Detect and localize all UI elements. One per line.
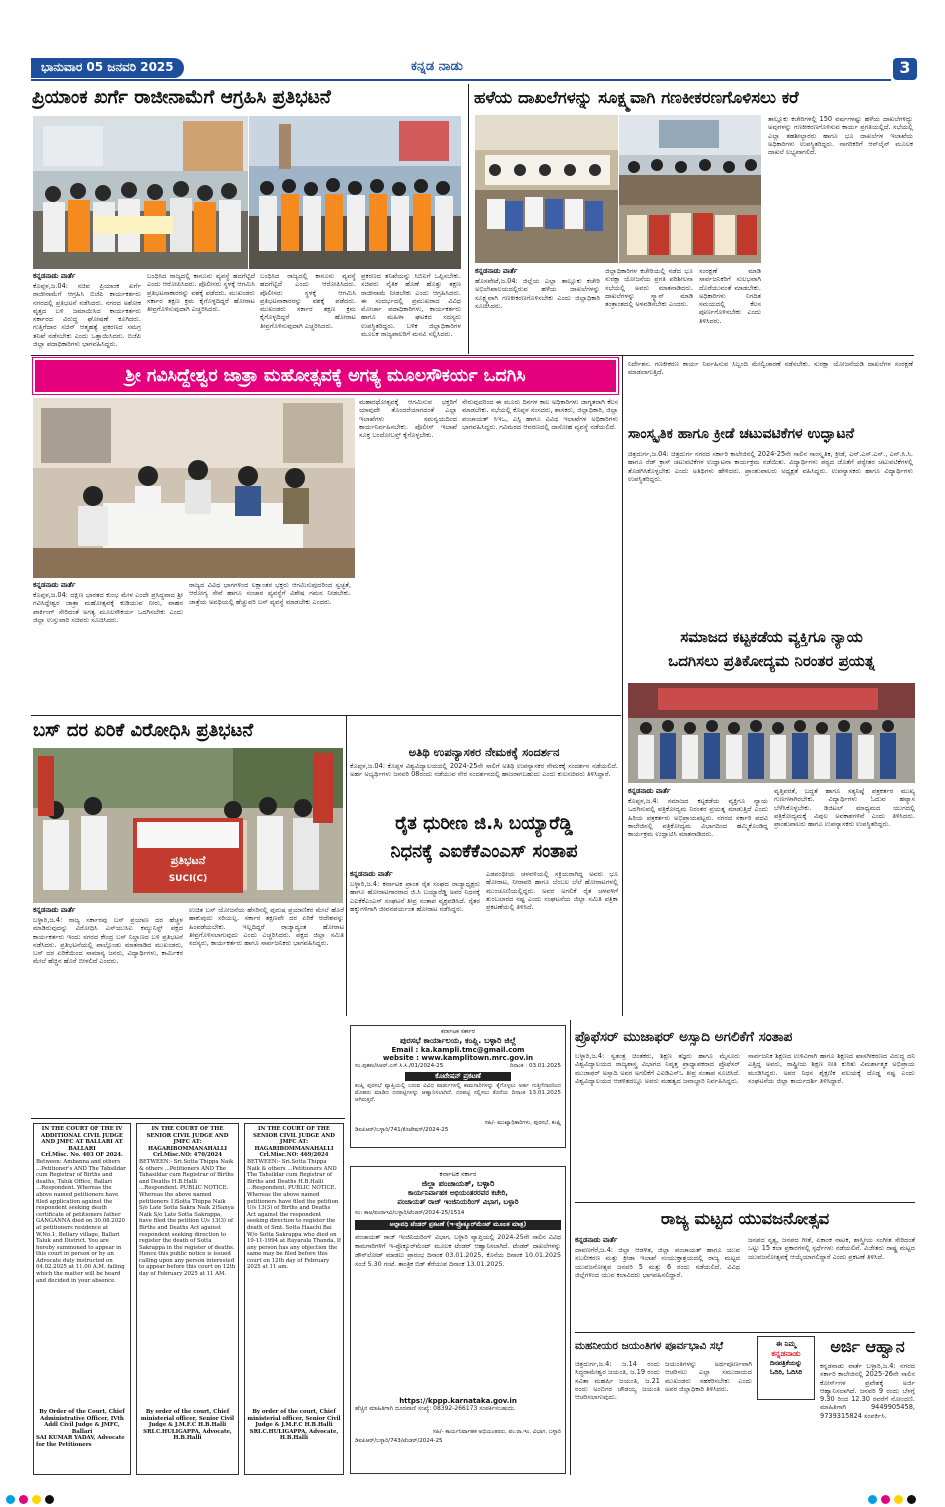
tender-kampli-office: ಪುರಸಭೆ ಕಾರ್ಯಾಲಯ, ಕಂಪ್ಲಿ. ಬಳ್ಳಾರಿ ಜಿಲ್ಲೆ bbox=[399, 1036, 517, 1045]
a11-text-col1: ಚಿತ್ರದುರ್ಗ,ಜ.4: ಜ.14 ರಂದು ಸಿದ್ಧರಾಮೇಶ್ವರ ಜಯಂತಿ, ಜ.19 ರಂದು ಸವಿತಾ ಮಹರ್ಷಿ ಜಯಂತಿ, ಜ.21 ರಂದು ಅಂಬಿಗರ ಚೌಡಯ್ಯ ಜಯಂತಿ ಆಚರಿಸಲಾಗುವುದು. bbox=[575, 1360, 660, 1402]
legal-notice-2-sign: By order of the court, Chief ministerial officer, Senior Civil Judge & J.M.F.C H.B.Halli bbox=[140, 1408, 235, 1429]
legal-notice-3 bbox=[244, 1123, 344, 1475]
tender-kampli-sign: ಸಹಿ/- ಮುಖ್ಯಾಧಿಕಾರಿಗಳು, ಪುರಸಭೆ, ಕಂಪ್ಲಿ bbox=[484, 1120, 561, 1126]
masthead-rule bbox=[31, 79, 891, 81]
tender-kampli-title: ಕೊಟೇಷನ್ ಪ್ರಕಟಣೆ bbox=[405, 1072, 511, 1081]
registration-dots-right bbox=[868, 1489, 920, 1507]
a5-text-col1: ಕೊಪ್ಪಳ,ಜ.4: ಸಮಾಜದ ಕಟ್ಟಕಡೆಯ ವ್ಯಕ್ತಿಗೂ ನ್ಯಾಯ ಒದಗಿಸುವಲ್ಲಿ ಪತ್ರಿಕೋದ್ಯಮ ನಿರಂತರ ಪ್ರಯತ್ನ ಮಾಡುತ್ತಿದೆ ಎಂದು ಹಿರಿಯ ಪತ್ರಕರ್ತರು ಅಭಿಪ್ರಾಯಪಟ್ಟರು. ನಗರದ ಸರ್ಕಾರಿ ಪದವಿ ಕಾಲೇಜಿನಲ್ಲಿ ಪತ್ರಿಕೋದ್ಯಮ ವಿಭಾಗದಿಂದ ಹಮ್ಮಿಕೊಂಡಿದ್ದ ಕಾರ್ಯಕ್ರಮ ಉದ್ಘಾಟಿಸಿ ಮಾತನಾಡಿದರು. bbox=[628, 797, 768, 839]
legal-notice-1-court: IN THE COURT OF THE IV ADDITIONAL CIVIL JUDGE AND JMFC AT BALLARI AT BALLARI bbox=[41, 1126, 123, 1152]
divider-mid bbox=[31, 715, 621, 716]
tender-zp-office3: ಪಂಚಾಯತ್ ರಾಜ್ ಇಂಜಿನಿಯರಿಂಗ್ ವಿಭಾಗ, ಬಳ್ಳಾರಿ bbox=[397, 1198, 519, 1206]
legal-notice-3-body: BETWEEN:- Sri.Sotta Thippa Naik & others ...Petitioners AND The Tahsildar cum Registrar of Births and Deaths H.B.Halli ...Respondent. PUBLIC NOTICE. Whereas the above named petitioners have filed the petition U/s 13(3) of Births and Deaths Act against the respondent seeking direction to register the death of Smt. Sotta Haachi Bai W/o Sotta Sakrappa who died on 19-11-1994 at Rayarala Thanda. If any person has any objection the same may be filed before this court on 12th day of February 2025 at 11 am. bbox=[247, 1158, 341, 1271]
legal-notice-3-court: IN THE COURT OF THE SENIOR CIVIL JUDGE AND JMFC AT: HAGARIBOMMANAHALLI bbox=[253, 1126, 335, 1152]
a12-body: ಕನ್ನಡನಾಡು ವಾರ್ತೆ ಬಳ್ಳಾರಿ,ಜ.4: ನಗರದ ಸರ್ಕಾರಿ ಕಾಲೇಜಿನಲ್ಲಿ 2025-26ನೇ ಸಾಲಿನ ಕೋರ್ಸ್‌ಗಳ ಪ್ರವೇಶಕ್ಕೆ ಅರ್ಜಿ ಆಹ್ವಾನಿಸಲಾಗಿದೆ. ಜನವರಿ 9 ರಂದು ಬೆಳಗ್ಗೆ 9.30 ರಿಂದ 12.30 ರವರೆಗೆ ನೋಂದಣಿ. ಮಾಹಿತಿಗಾಗಿ 9449905458, 9739315824 ಸಂಪರ್ಕಿಸಿ. bbox=[820, 1362, 915, 1420]
a3-text-col1: ಕೊಪ್ಪಳ,ಜ.04: ದಕ್ಷಿಣ ಭಾರತದ ಕುಂಭ ಮೇಳ ಎಂದೇ ಪ್ರಸಿದ್ಧವಾದ ಶ್ರೀ ಗವಿಸಿದ್ದೇಶ್ವರ ಜಾತ್ರಾ ಮಹೋತ್ಸವಕ್ಕೆ ಕುಡಿಯುವ ನೀರು, ವಾಹನ ಪಾರ್ಕಿಂಗ್ ಸೇರಿದಂತೆ ಅಗತ್ಯ ಮೂಲಸೌಕರ್ಯ ಒದಗಿಸಬೇಕು ಎಂದು ಜಿಲ್ಲಾ ಉಸ್ತುವಾರಿ ಸಚಿವರು ಸೂಚಿಸಿದರು. bbox=[33, 591, 183, 624]
legal-notice-1-sign: By Order of the Court, Chief Administrative Officer, IVth Addl Civil Judge & JMFC, Ballari bbox=[39, 1408, 125, 1435]
divider-top bbox=[31, 355, 914, 356]
legal-notice-1-advocate: SAI KUMAR YADAV, Advocate for the Petitioners bbox=[36, 1435, 125, 1448]
tender-kampli-date: ದಿನಾಂಕ : 03.01.2025 bbox=[509, 1063, 561, 1069]
tender-zp-footer: ಡಿಐಪಿಆರ್/ಬಳ್ಳಾರಿ/743/ಟೆಂಡರ್/2024-25 bbox=[355, 1438, 443, 1444]
legal-notice-2-advocate: SRI.C.HULIGAPPA, Advocate, H.B.Halli bbox=[143, 1428, 232, 1442]
tender-zp-ref: ಸಂ: ಕಾಅ/ಪಂರಾಇವಿ/ಬಳ್ಳಾರಿ/ಟೆಂಡರ್/2024-25/1514 bbox=[355, 1210, 465, 1216]
a6-sign-sub: SUCI(C) bbox=[168, 874, 208, 884]
divider-right bbox=[575, 1202, 915, 1203]
column-rule-4 bbox=[570, 1020, 571, 1475]
a8-text-col2: ಎಡಪಂಥೀಯ ಚಳವಳಿಯಲ್ಲಿ ಸಕ್ರಿಯರಾಗಿದ್ದ ಅವರು ಭೂ ಹೋರಾಟ, ನೀರಾವರಿ ಹಾಗೂ ಬೆಂಬಲ ಬೆಲೆ ಹೋರಾಟಗಳಲ್ಲಿ ಮುಂಚೂಣಿಯಲ್ಲಿದ್ದರು. ಅವರ ಅಗಲಿಕೆ ರೈತ ಚಳವಳಿಗೆ ತುಂಬಲಾರದ ನಷ್ಟ ಎಂದು ಸಂಘಟನೆಯ ಜಿಲ್ಲಾ ಸಮಿತಿ ಪತ್ರಿಕಾ ಪ್ರಕಟಣೆಯಲ್ಲಿ ತಿಳಿಸಿದೆ. bbox=[486, 870, 618, 912]
a9-text-col1: ಬಳ್ಳಾರಿ,ಜ.4: ಸ್ವತಂತ್ರ ಚಿಂತಕರು, ಶಿಕ್ಷಣ ತಜ್ಞರು ಹಾಗೂ ಮೈಸೂರು ವಿಶ್ವವಿದ್ಯಾಲಯದ ರಾಜ್ಯಶಾಸ್ತ್ರ ವಿಭಾಗದ ನಿವೃತ್ತ ಪ್ರಾಧ್ಯಾಪಕರಾದ ಪ್ರೊಫೆಸರ್ ಮುಜಾಫರ್ ಅಸ್ಸಾದಿ ಅವರ ಅಗಲಿಕೆಗೆ ಎಐಡಿಎಸ್‌ಒ ತೀವ್ರ ಸಂತಾಪ ಸೂಚಿಸಿದೆ. ವಿಶ್ವವಿದ್ಯಾಲಯದ ಆಡಳಿತದಲ್ಲೂ ಅವರು ಮಹತ್ವದ ಜವಾಬ್ದಾರಿ ನಿರ್ವಹಿಸಿದ್ದರು. bbox=[575, 1052, 740, 1085]
a2-meeting-photo-2 bbox=[619, 115, 761, 263]
a5-headline-line2: ಒದಗಿಸಲು ಪ್ರತಿಕೋದ್ಯಮ ನಿರಂತರ ಪ್ರಯತ್ನ bbox=[668, 652, 875, 670]
a4-body: ಚಿತ್ರದುರ್ಗ,ಜ.04: ಚಿತ್ರದುರ್ಗ ನಗರದ ಸರ್ಕಾರಿ ಕಾಲೇಜಿನಲ್ಲಿ 2024-25ನೇ ಸಾಲಿನ ಸಾಂಸ್ಕೃತಿಕ, ಕ್ರೀಡೆ, ಎನ್.ಎಸ್.ಎಸ್., ಎನ್.ಸಿ.ಸಿ. ಹಾಗೂ ರೆಡ್ ಕ್ರಾಸ್ ಚಟುವಟಿಕೆಗಳ ಉದ್ಘಾಟನಾ ಕಾರ್ಯಕ್ರಮ ನಡೆಯಿತು. ವಿದ್ಯಾರ್ಥಿಗಳು ಪಠ್ಯದ ಜೊತೆಗೆ ಪಠ್ಯೇತರ ಚಟುವಟಿಕೆಗಳಲ್ಲಿ ತೊಡಗಿಸಿಕೊಳ್ಳಬೇಕು ಎಂದು ಅತಿಥಿಗಳು ಹೇಳಿದರು. ಪ್ರಾಂಶುಪಾಲರು ಅಧ್ಯಕ್ಷತೆ ವಹಿಸಿದ್ದರು. ಉಪನ್ಯಾಸಕರು ಹಾಗೂ ವಿದ್ಯಾರ್ಥಿಗಳು ಉಪಸ್ಥಿತರಿದ್ದರು. bbox=[628, 450, 913, 483]
a8-dateline: ಕನ್ನಡನಾಡು ವಾರ್ತೆ bbox=[350, 870, 393, 878]
legal-notice-2-court: IN THE COURT OF THE SENIOR CIVIL JUDGE AND JMFC AT: HAGARIBOMMANAHALLI bbox=[146, 1126, 229, 1152]
divider-lower bbox=[31, 1118, 345, 1119]
a3-text-col4: ಸೇರುವುದರಿಂದ ಈ ಮೂರು ದಿನಗಳ ಕಾಲ ಅಧಿಕಾರಿಗಳು ಜಾಗೃತರಾಗಿ ಕೆಲಸ ಮಾಡಬೇಕು. ಸಭೆಯಲ್ಲಿ ಕೊಪ್ಪಳ ಸಂಸದರು, ಶಾಸಕರು, ಜಿಲ್ಲಾಧಿಕಾರಿ, ಜಿಲ್ಲಾ ಪಂಚಾಯತ್ ಸಿಇಒ, ಎಸ್ಪಿ ಹಾಗೂ ವಿವಿಧ ಇಲಾಖೆಗಳ ಅಧಿಕಾರಿಗಳು ಭಾಗವಹಿಸಿದ್ದರು. ಗವಿಮಠದ ಆವರಣದಲ್ಲಿ ದಾಸೋಹ ವ್ಯವಸ್ಥೆ ನಡೆಯಲಿದೆ. bbox=[462, 398, 618, 431]
a8-headline-line1: ರೈತ ಧುರೀಣ ಜಿ.ಸಿ ಬಯ್ಯಾರೆಡ್ಡಿ bbox=[395, 813, 573, 834]
a6-sign-text: ಪ್ರತಿಭಟನೆ bbox=[170, 854, 206, 867]
a1-text-col2: ಬಂಧಿಸಿದ ರಾಜ್ಯದಲ್ಲಿ ಕಾನೂನು ವ್ಯವಸ್ಥೆ ಹದಗೆಟ್ಟಿದೆ ಎಂದು ಆರೋಪಿಸಿದರು. ಪೊಲೀಸರು ಸ್ಥಳಕ್ಕೆ ಆಗಮಿಸಿ ಪ್ರತಿಭಟನಾಕಾರರನ್ನು ವಶಕ್ಕೆ ಪಡೆದರು. ಮುಖಂಡರು ಸರ್ಕಾರ ತಕ್ಷಣ ಕ್ರಮ ಕೈಗೊಳ್ಳದಿದ್ದರೆ ಹೋರಾಟ ತೀವ್ರಗೊಳಿಸುವುದಾಗಿ ಎಚ್ಚರಿಸಿದರು. bbox=[147, 272, 255, 314]
tender-zp-title: ಅಲ್ಪಾವಧಿ ಟೆಂಡರ್ ಪ್ರಕಟಣೆ (ಇ-ಪ್ರೊಕ್ಯೂರ್‌ಮೆಂಟ್ ಮೂಲಕ ಮಾತ್ರ) bbox=[355, 1220, 561, 1230]
column-rule-3 bbox=[346, 716, 347, 1016]
legal-notice-1-case: Crl.Misc. No. 403 OF 2024. bbox=[41, 1152, 123, 1159]
tender-kampli-body: ಕಂಪ್ಲಿ ಪುರಸಭೆ ವ್ಯಾಪ್ತಿಯಲ್ಲಿ ಬರುವ ವಿವಿಧ ವಾರ್ಡುಗಳಲ್ಲಿ ಕಾಮಗಾರಿಗಳನ್ನು ಕೈಗೊಳ್ಳಲು ಅರ್ಹ ಗುತ್ತಿಗೆದಾರರಿಂದ ಮೊಹರು ಮಾಡಿದ ದರಪಟ್ಟಿಗಳನ್ನು ಆಹ್ವಾನಿಸಲಾಗಿದೆ. ದರಪಟ್ಟಿ ಸಲ್ಲಿಸಲು ಕೊನೆಯ ದಿನಾಂಕ 13.01.2025 ಆಗಿರುತ್ತದೆ. bbox=[355, 1083, 561, 1103]
legal-notice-3-sign: By order of the court, Chief ministerial officer, Senior Civil Judge & J.M.F.C H.B.Halli bbox=[247, 1408, 341, 1429]
a4-headline: ಸಾಂಸ್ಕೃತಿಕ ಹಾಗೂ ಕ್ರೀಡೆ ಚಟುವಟಿಕೆಗಳ ಉದ್ಘಾಟನೆ bbox=[628, 426, 855, 442]
promo-line2: ಕನ್ನಡನಾಡು bbox=[771, 1349, 801, 1358]
legal-notice-1 bbox=[33, 1123, 131, 1475]
a6-headline: ಬಸ್ ದರ ಏರಿಕೆ ವಿರೋಧಿಸಿ ಪ್ರತಿಭಟನೆ bbox=[33, 720, 254, 741]
a1-headline: ಪ್ರಿಯಾಂಕ ಖರ್ಗೆ ರಾಜೀನಾಮೆಗೆ ಆಗ್ರಹಿಸಿ ಪ್ರತಿಭಟನೆ bbox=[32, 87, 331, 108]
legal-notice-2-case: Crl.Misc.NO: 470/2024 bbox=[153, 1152, 222, 1159]
a1-text-col3b: ಪ್ರಕರಣದ ತನಿಖೆಯನ್ನು ಸಿಬಿಐಗೆ ಒಪ್ಪಿಸಬೇಕು. ಸಚಿವರು ನೈತಿಕ ಹೊಣೆ ಹೊತ್ತು ತಕ್ಷಣ ರಾಜೀನಾಮೆ ನೀಡಬೇಕು ಎಂದು ಆಗ್ರಹಿಸಿದರು. ಈ ಸಂದರ್ಭದಲ್ಲಿ ಪ್ರಮುಖರಾದ ವಿವಿಧ ಮೋರ್ಚಾ ಪದಾಧಿಕಾರಿಗಳು, ಕಾರ್ಯಕರ್ತರು ಹಾಗೂ ಮಹಿಳಾ ಘಟಕದ ಸದಸ್ಯರು ಉಪಸ್ಥಿತರಿದ್ದರು. ಬಳಿಕ ಜಿಲ್ಲಾಧಿಕಾರಿಗಳ ಮೂಲಕ ರಾಜ್ಯಪಾಲರಿಗೆ ಮನವಿ ಸಲ್ಲಿಸಿದರು. bbox=[361, 272, 461, 339]
tender-zp-gov: ಕರ್ನಾಟಕ ಸರ್ಕಾರ bbox=[439, 1170, 477, 1178]
a9-headline: ಪ್ರೊಫೆಸರ್ ಮುಜಾಫರ್ ಅಸ್ಸಾದಿ ಅಗಲಿಕೆಗೆ ಸಂತಾಪ bbox=[575, 1029, 793, 1045]
tender-zp bbox=[350, 1166, 566, 1474]
tender-zp-office1: ಜಿಲ್ಲಾ ಪಂಚಾಯತ್, ಬಳ್ಳಾರಿ bbox=[421, 1179, 495, 1188]
a8-headline bbox=[350, 810, 618, 866]
a2-text-col4: ತಾಲ್ಲೂಕು ಕಚೇರಿಗಳಲ್ಲಿ 150 ವರ್ಷಗಳಷ್ಟು ಹಳೆಯ ದಾಖಲೆಗಳಿದ್ದು ಅವುಗಳನ್ನು ಗಣಕೀಕರಣಗೊಳಿಸುವ ಕಾರ್ಯ ಪ್ರಗತಿಯಲ್ಲಿದೆ. ಸಭೆಯಲ್ಲಿ ಎಲ್ಲಾ ತಹಶೀಲ್ದಾರರು ಹಾಗೂ ಭೂ ದಾಖಲೆಗಳ ಇಲಾಖೆಯ ಅಧಿಕಾರಿಗಳು ಉಪಸ್ಥಿತರಿದ್ದರು. ನಾಗರಿಕರಿಗೆ ಆನ್‌ಲೈನ್ ಮೂಲಕ ದಾಖಲೆ ಲಭ್ಯವಾಗಲಿದೆ. bbox=[768, 115, 913, 157]
tender-zp-tail: ಹೆಚ್ಚಿನ ಮಾಹಿತಿಗಾಗಿ ದೂರವಾಣಿ ಸಂಖ್ಯೆ: 08392-266173 ಸಂಪರ್ಕಿಸಬಹುದು. bbox=[355, 1405, 516, 1412]
a1-text-col1: ಕೊಪ್ಪಳ,ಜ.04: ಸಚಿವ ಪ್ರಿಯಾಂಕ ಖರ್ಗೆ ರಾಜೀನಾಮೆಗೆ ಆಗ್ರಹಿಸಿ ಬಿಜೆಪಿ ಕಾರ್ಯಕರ್ತರು ನಗರದಲ್ಲಿ ಪ್ರತಿಭಟನೆ ನಡೆಸಿದರು. ನಗರದ ಅಶೋಕ ವೃತ್ತದ ಬಳಿ ಜಮಾಯಿಸಿದ ಕಾರ್ಯಕರ್ತರು ಸರ್ಕಾರದ ವಿರುದ್ಧ ಘೋಷಣೆ ಕೂಗಿದರು. ಗುತ್ತಿಗೆದಾರ ಸಚಿನ್ ಆತ್ಮಹತ್ಯೆ ಪ್ರಕರಣದ ಸಮಗ್ರ ತನಿಖೆ ನಡೆಸಬೇಕು ಎಂದು ಒತ್ತಾಯಿಸಿದರು. ಬಿಜೆಪಿ ಜಿಲ್ಲಾ ಪದಾಧಿಕಾರಿಗಳು ಭಾಗವಹಿಸಿದ್ದರು. bbox=[33, 282, 141, 349]
a2-text-col2: ಜಿಲ್ಲಾಧಿಕಾರಿಗಳ ಕಚೇರಿಯಲ್ಲಿ ನಡೆದ ಭೂ ಸುರಕ್ಷಾ ಯೋಜನೆಯ ಪ್ರಗತಿ ಪರಿಶೀಲನಾ ಸಭೆಯಲ್ಲಿ ಅವರು ಮಾತನಾಡಿದರು. ದಾಖಲೆಗಳನ್ನು ಸ್ಕ್ಯಾನ್ ಮಾಡಿ ತಂತ್ರಾಂಶದಲ್ಲಿ ಅಳವಡಿಸಬೇಕು ಎಂದರು. bbox=[605, 267, 693, 309]
banner-headline: ಶ್ರೀ ಗವಿಸಿದ್ದೇಶ್ವರ ಜಾತ್ರಾ ಮಹೋತ್ಸವಕ್ಕೆ ಅಗತ್ಯ ಮೂಲಸೌಕರ್ಯ ಒದಗಿಸಿ bbox=[125, 366, 526, 386]
a11-text-col2: ಜಯಂತಿಗಳನ್ನು ಅರ್ಥಪೂರ್ಣವಾಗಿ ಆಚರಿಸಲು ಎಲ್ಲಾ ಸಮುದಾಯದ ಮುಖಂಡರು ಸಹಕರಿಸಬೇಕು ಎಂದು ಅಪರ ಜಿಲ್ಲಾಧಿಕಾರಿ ತಿಳಿಸಿದರು. bbox=[665, 1360, 752, 1393]
tender-kampli-footer: ಡಿಐಪಿಆರ್/ಬಳ್ಳಾರಿ/741/ಕೊಟೇಷನ್/2024-25 bbox=[355, 1127, 449, 1133]
legal-notice-2 bbox=[136, 1123, 239, 1475]
tender-kampli-website: website : www.kamplitown.mrc.gov.in bbox=[382, 1054, 534, 1062]
tender-kampli-email: Email : ka.kampli.tmc@gmail.com bbox=[391, 1046, 525, 1054]
banner-headline-box bbox=[33, 358, 618, 394]
a7-headline: ಅತಿಥಿ ಉಪನ್ಯಾಸಕರ ನೇಮಕಕ್ಕೆ ಸಂದರ್ಶನ bbox=[408, 745, 560, 759]
tender-zp-url: https://kppp.karnataka.gov.in bbox=[399, 1397, 517, 1405]
a8-headline-line2: ನಿಧನಕ್ಕೆ ಎಐಕೆಕೆಎಂಎಸ್ ಸಂತಾಪ bbox=[390, 841, 578, 862]
masthead-page-number: 3 bbox=[893, 58, 917, 80]
a6-text-col2: ಉಚಿತ ಬಸ್ ಯೋಜನೆಯ ಹೆಸರಿನಲ್ಲಿ ಪುರುಷ ಪ್ರಯಾಣಿಕರ ಮೇಲೆ ಹೊರೆ ಹಾಕುವುದು ಸರಿಯಲ್ಲ. ಸರ್ಕಾರ ತಕ್ಷಣವೇ ದರ ಏರಿಕೆ ಆದೇಶವನ್ನು ಹಿಂಪಡೆಯಬೇಕು. ಇಲ್ಲದಿದ್ದರೆ ರಾಜ್ಯಾದ್ಯಂತ ಹೋರಾಟ ತೀವ್ರಗೊಳಿಸಲಾಗುವುದು ಎಂದು ಎಚ್ಚರಿಸಿದರು. ಪಕ್ಷದ ಜಿಲ್ಲಾ ಸಮಿತಿ ಸದಸ್ಯರು, ಕಾರ್ಯಕರ್ತರು ಹಾಗೂ ಸಾರ್ವಜನಿಕರು ಭಾಗವಹಿಸಿದ್ದರು. bbox=[189, 906, 344, 948]
a12-headline: ಅರ್ಜಿ ಆಹ್ವಾನ bbox=[830, 1337, 905, 1356]
a11-headline: ಮಹನೀಯರ ಜಯಂತಿಗಳ ಪೂರ್ವಭಾವಿ ಸಭೆ bbox=[575, 1340, 724, 1352]
a10-dateline: ಕನ್ನಡನಾಡು ವಾರ್ತೆ bbox=[575, 1236, 618, 1244]
a5-group-photo bbox=[628, 683, 915, 783]
promo-line4: ಓದಿರಿ, ಓದಿಸಿರಿ bbox=[769, 1368, 803, 1376]
a2-dateline: ಕನ್ನಡನಾಡು ವಾರ್ತೆ bbox=[475, 267, 518, 275]
a1-crowd-photo bbox=[249, 116, 461, 269]
column-rule-1 bbox=[468, 84, 469, 354]
promo-box bbox=[757, 1336, 815, 1400]
column-rule-2 bbox=[622, 356, 623, 1016]
tender-kampli-ref: ಸಂ.ಪುಕಕಂ/ಸಿಆರ್.ಎಸ್.ಸಿ.ಸಿ./01/2024-25 bbox=[355, 1063, 444, 1069]
promo-line3: ದಿನಪತ್ರಿಕೆಯನ್ನು bbox=[769, 1359, 803, 1367]
a10-text-col1: ದಾವಣಗೆರೆ,ಜ.4: ಜಿಲ್ಲಾ ಆಡಳಿತ, ಜಿಲ್ಲಾ ಪಂಚಾಯತ್ ಹಾಗೂ ಯುವ ಸಬಲೀಕರಣ ಮತ್ತು ಕ್ರೀಡಾ ಇಲಾಖೆ ಸಂಯುಕ್ತಾಶ್ರಯದಲ್ಲಿ ರಾಜ್ಯ ಮಟ್ಟದ ಯುವಜನೋತ್ಸವ ಜನವರಿ 5 ಮತ್ತು 6 ರಂದು ನಡೆಯಲಿದೆ. ವಿವಿಧ ಜಿಲ್ಲೆಗಳಿಂದ ಯುವ ಕಲಾವಿದರು ಭಾಗವಹಿಸಲಿದ್ದಾರೆ. bbox=[575, 1246, 740, 1279]
a5-dateline: ಕನ್ನಡನಾಡು ವಾರ್ತೆ bbox=[628, 787, 671, 795]
a7-body: ಕೊಪ್ಪಳ,ಜ.04: ಕೊಪ್ಪಳ ವಿಶ್ವವಿದ್ಯಾಲಯದಲ್ಲಿ 2024-25ನೇ ಸಾಲಿಗೆ ಅತಿಥಿ ಉಪನ್ಯಾಸಕರ ನೇಮಕಕ್ಕೆ ಸಂದರ್ಶನ ನಡೆಯಲಿದೆ. ಅರ್ಹ ಅಭ್ಯರ್ಥಿಗಳು ಜನವರಿ 08ರಂದು ನಡೆಯುವ ನೇರ ಸಂದರ್ಶನದಲ್ಲಿ ಹಾಜರಾಗಬಹುದು ಎಂದು ಕುಲಸಚಿವರು ತಿಳಿಸಿದ್ದಾರೆ. bbox=[350, 762, 618, 779]
a3-text-col3: ಮಹಾರಥೋತ್ಸವಕ್ಕೆ ಆಗಮಿಸುವ ಭಕ್ತರಿಗೆ ಯಾವುದೇ ತೊಂದರೆಯಾಗದಂತೆ ಎಲ್ಲಾ ಇಲಾಖೆಗಳು ಸಮನ್ವಯದಿಂದ ಕಾರ್ಯನಿರ್ವಹಿಸಬೇಕು. ಪೊಲೀಸ್ ಇಲಾಖೆ ಸೂಕ್ತ ಬಂದೋಬಸ್ತ್ ಕೈಗೊಳ್ಳಬೇಕು. bbox=[359, 398, 457, 440]
legal-notice-2-body: BETWEEN:- Sri.Sotta Thippa Naik & others ...Petitioners AND The Tahasildar cum Registrar of Births and Deaths H.B.Halli ...Respondent. PUBLIC NOTICE. Whereas the above named petitioners 1)Sotta Thippa Naik S/o Late Sotta Sakra Naik 2)Sanya Naik S/o Late Sotta Sakrappa, have filed the petition U/s 13(3) of Births and Deaths Act against respondent seeking direction to register the death of Sotta Sakrappa in the register of deaths. Hence this public notice is issued calling upon any person interested to appear before this court on 12th day of February 2025 at 11 AM. bbox=[139, 1158, 236, 1278]
tender-kampli bbox=[350, 1025, 566, 1148]
tender-zp-body: ಪಂಚಾಯತ್ ರಾಜ್ ಇಂಜಿನಿಯರಿಂಗ್ ವಿಭಾಗ, ಬಳ್ಳಾರಿ ವ್ಯಾಪ್ತಿಯಲ್ಲಿ 2024-25ನೇ ಸಾಲಿನ ವಿವಿಧ ಕಾಮಗಾರಿಗಳಿಗೆ ಇ-ಪ್ರೊಕ್ಯೂರ್‌ಮೆಂಟ್ ಮೂಲಕ ಟೆಂಡರ್ ಆಹ್ವಾನಿಸಲಾಗಿದೆ. ಟೆಂಡರ್ ದಾಖಲೆಗಳನ್ನು ಡೌನ್‌ಲೋಡ್ ಮಾಡಲು ಪ್ರಾರಂಭ ದಿನಾಂಕ 03.01.2025, ಕೊನೆಯ ದಿನಾಂಕ 10.01.2025 ಸಂಜೆ 5.30 ಗಂಟೆ. ತಾಂತ್ರಿಕ ಬಿಡ್ ತೆರೆಯುವ ದಿನಾಂಕ 13.01.2025. bbox=[355, 1234, 561, 1268]
masthead bbox=[31, 58, 917, 80]
legal-notice-3-advocate: SRI.C.HULIGAPPA, Advocate, H.B.Halli bbox=[249, 1428, 339, 1442]
a3-meeting-photo bbox=[33, 398, 355, 578]
a6-dateline: ಕನ್ನಡನಾಡು ವಾರ್ತೆ bbox=[33, 906, 76, 914]
a1-protest-photo bbox=[33, 116, 248, 269]
tender-zp-office2: ಕಾರ್ಯನಿರ್ವಾಹಕ ಅಭಿಯಂತರರವರ ಕಚೇರಿ, bbox=[408, 1189, 508, 1197]
a2-text-col3: ಸಂರಕ್ಷಣೆ ಮಾಡಿ ಸಾರ್ವಜನಿಕರಿಗೆ ಸುಲಭವಾಗಿ ದೊರೆಯುವಂತೆ ಮಾಡಬೇಕು. ಅಧಿಕಾರಿಗಳು ನಿಗದಿತ ಸಮಯದಲ್ಲಿ ಕೆಲಸ ಪೂರ್ಣಗೊಳಿಸಬೇಕು ಎಂದು ತಿಳಿಸಿದರು. bbox=[699, 267, 761, 325]
promo-line1: ಈ ನಿಮ್ಮ bbox=[775, 1340, 796, 1348]
registration-dots-left bbox=[6, 1489, 58, 1507]
a3-dateline: ಕನ್ನಡನಾಡು ವಾರ್ತೆ bbox=[33, 581, 76, 589]
a10-text-col2: ಜನಪದ ನೃತ್ಯ, ಜನಪದ ಗೀತೆ, ಏಕಾಂಕ ನಾಟಕ, ಶಾಸ್ತ್ರೀಯ ಸಂಗೀತ ಸೇರಿದಂತೆ ಒಟ್ಟು 15 ಕಲಾ ಪ್ರಕಾರಗಳಲ್ಲಿ ಸ್ಪರ್ಧೆಗಳು ನಡೆಯಲಿವೆ. ವಿಜೇತರು ರಾಷ್ಟ್ರ ಮಟ್ಟದ ಯುವಜನೋತ್ಸವಕ್ಕೆ ಆಯ್ಕೆಯಾಗಲಿದ್ದಾರೆ ಎಂದು ಪ್ರಕಟಣೆ ತಿಳಿಸಿದೆ. bbox=[748, 1236, 915, 1261]
a1-text-col2b: ಬಂಧಿಸಿದ ರಾಜ್ಯದಲ್ಲಿ ಕಾನೂನು ವ್ಯವಸ್ಥೆ ಹದಗೆಟ್ಟಿದೆ ಎಂದು ಆರೋಪಿಸಿದರು. ಪೊಲೀಸರು ಸ್ಥಳಕ್ಕೆ ಆಗಮಿಸಿ ಪ್ರತಿಭಟನಾಕಾರರನ್ನು ವಶಕ್ಕೆ ಪಡೆದರು. ಮುಖಂಡರು ಸರ್ಕಾರ ತಕ್ಷಣ ಕ್ರಮ ಕೈಗೊಳ್ಳದಿದ್ದರೆ ಹೋರಾಟ ತೀವ್ರಗೊಳಿಸುವುದಾಗಿ ಎಚ್ಚರಿಸಿದರು. bbox=[260, 272, 356, 330]
legal-notice-1-body: Between: Ambanna and others ...Petitioner's AND The Tahsildar cum Registrar of Births and deaths, Taluk Office, Ballari ...Respondent. Whereas the above named petitioners have filed application against the respondent seeking death certificate of petitioners father GANGANNA died on 30.08.2020 at petitioners residence at W.No.1, Bellary village, Ballari Taluk and District. You are hereby summoned to appear in this court in person or by an Advocate duly instructed on 04.02.2025 at 11.00 A.M. failing which the matter will be heard and decided in your absence. bbox=[36, 1158, 126, 1284]
divider-right-2 bbox=[575, 1332, 915, 1333]
a6-text-col1: ಬಳ್ಳಾರಿ,ಜ.4: ರಾಜ್ಯ ಸರ್ಕಾರವು ಬಸ್ ಪ್ರಯಾಣ ದರ ಹೆಚ್ಚಳ ಮಾಡಿರುವುದನ್ನು ವಿರೋಧಿಸಿ ಎಸ್‌ಯುಸಿಐ ಕಮ್ಯುನಿಸ್ಟ್ ಪಕ್ಷದ ಕಾರ್ಯಕರ್ತರು ಇಂದು ನಗರದ ಕೇಂದ್ರ ಬಸ್ ನಿಲ್ದಾಣದ ಬಳಿ ಪ್ರತಿಭಟನೆ ನಡೆಸಿದರು. ಪ್ರತಿಭಟನೆಯಲ್ಲಿ ಪಾಲ್ಗೊಂಡು ಮಾತನಾಡಿದ ಮುಖಂಡರು, ಬಸ್ ದರ ಏರಿಕೆಯಿಂದ ಸಾಮಾನ್ಯ ಜನರು, ವಿದ್ಯಾರ್ಥಿಗಳು, ಕಾರ್ಮಿಕರ ಮೇಲೆ ಹೆಚ್ಚಿನ ಹೊರೆ ಬೀಳಲಿದೆ ಎಂದರು. bbox=[33, 916, 183, 966]
a3-text-col2: ರಾಜ್ಯದ ವಿವಿಧ ಭಾಗಗಳಿಂದ ಲಕ್ಷಾಂತರ ಭಕ್ತರು ಆಗಮಿಸುವುದರಿಂದ ಸ್ವಚ್ಛತೆ, ಆರೋಗ್ಯ ಸೇವೆ ಹಾಗೂ ಸಂಚಾರ ವ್ಯವಸ್ಥೆಗೆ ವಿಶೇಷ ಗಮನ ನೀಡಬೇಕು. ಜಾತ್ರೆಯ ಅವಧಿಯಲ್ಲಿ ಹೆಚ್ಚುವರಿ ಬಸ್ ವ್ಯವಸ್ಥೆ ಮಾಡಬೇಕು ಎಂದರು. bbox=[189, 581, 351, 606]
a2-text-col1: ಹೊಸಪೇಟೆ,ಜ.04: ಜಿಲ್ಲೆಯ ಎಲ್ಲಾ ತಾಲ್ಲೂಕು ಕಚೇರಿ ಅಭಿಲೇಖಾಲಯದಲ್ಲಿರುವ ಹಳೆಯ ದಾಖಲೆಗಳನ್ನು ಸೂಕ್ಷ್ಮವಾಗಿ ಗಣಕೀಕರಣಗೊಳಿಸಬೇಕು ಎಂದು ಜಿಲ್ಲಾಧಿಕಾರಿ ಸೂಚಿಸಿದರು. bbox=[475, 277, 600, 310]
legal-notice-3-case: Crl.Misc.NO: 469/2024 bbox=[259, 1152, 329, 1159]
tender-kampli-gov: ಕರ್ನಾಟಕ ಸರ್ಕಾರ bbox=[440, 1028, 476, 1035]
tender-zp-sign: ಸಹಿ/- ಕಾರ್ಯನಿರ್ವಾಹಕ ಅಭಿಯಂತರರು, ಪಂ.ರಾ.ಇಂ. ವಿಭಾಗ, ಬಳ್ಳಾರಿ bbox=[432, 1429, 561, 1435]
a5-headline bbox=[628, 625, 915, 673]
a5-text-col2: ವೃತ್ತಿಪರತೆ, ಬದ್ಧತೆ ಹಾಗೂ ಸತ್ಯನಿಷ್ಠೆ ಪತ್ರಕರ್ತರ ಮುಖ್ಯ ಗುಣಗಳಾಗಿರಬೇಕು. ವಿದ್ಯಾರ್ಥಿಗಳು ಓದುವ ಹವ್ಯಾಸ ಬೆಳೆಸಿಕೊಳ್ಳಬೇಕು. ಡಿಜಿಟಲ್ ಮಾಧ್ಯಮದ ಯುಗದಲ್ಲಿ ಪತ್ರಿಕೋದ್ಯಮಕ್ಕೆ ವಿಪುಲ ಅವಕಾಶಗಳಿವೆ ಎಂದು ತಿಳಿಸಿದರು. ಪ್ರಾಂಶುಪಾಲರು ಹಾಗೂ ಉಪನ್ಯಾಸಕರು ಉಪಸ್ಥಿತರಿದ್ದರು. bbox=[774, 787, 915, 829]
a2-meeting-photo-1 bbox=[475, 115, 618, 263]
a8-text-col1: ಬಳ್ಳಾರಿ,ಜ.4: ಕರ್ನಾಟಕ ಪ್ರಾಂತ ರೈತ ಸಂಘದ ರಾಜ್ಯಾಧ್ಯಕ್ಷರು ಹಾಗೂ ಹೋರಾಟಗಾರರಾದ ಜಿ.ಸಿ ಬಯ್ಯಾರೆಡ್ಡಿ ಅವರ ನಿಧನಕ್ಕೆ ಎಐಕೆಕೆಎಂಎಸ್ ಸಂಘಟನೆ ತೀವ್ರ ಸಂತಾಪ ವ್ಯಕ್ತಪಡಿಸಿದೆ. ರೈತರ ಹಕ್ಕುಗಳಿಗಾಗಿ ಜೀವನಪರ್ಯಂತ ಹೋರಾಟ ನಡೆಸಿದ್ದರು. bbox=[350, 880, 480, 913]
a2-headline: ಹಳೆಯ ದಾಖಲೆಗಳನ್ನು ಸೂಕ್ಷ್ಮವಾಗಿ ಗಣಕೀಕರಣಗೊಳಿಸಲು ಕರೆ bbox=[474, 88, 799, 107]
a10-headline: ರಾಜ್ಯ ಮಟ್ಟದ ಯುವಜನೋತ್ಸವ bbox=[660, 1209, 830, 1228]
a6-protest-photo bbox=[33, 748, 343, 903]
a1-dateline: ಕನ್ನಡನಾಡು ವಾರ್ತೆ bbox=[33, 272, 76, 280]
masthead-paper-name: ಕನ್ನಡ ನಾಡು bbox=[411, 59, 463, 74]
a9-text-col2: ಸಾರ್ವಜನಿಕ ಶಿಕ್ಷಣದ ಉಳಿವಿಗಾಗಿ ಹಾಗೂ ಶಿಕ್ಷಣದ ಖಾಸಗೀಕರಣದ ವಿರುದ್ಧ ದನಿ ಎತ್ತಿದ್ದ ಅವರು, ರಾಷ್ಟ್ರೀಯ ಶಿಕ್ಷಣ ನೀತಿ ಕುರಿತು ವಿಮರ್ಶಾತ್ಮಕ ಅಭಿಪ್ರಾಯ ಮಂಡಿಸಿದ್ದರು. ಅವರ ನಿಧನ ಶೈಕ್ಷಣಿಕ ವಲಯಕ್ಕೆ ದೊಡ್ಡ ನಷ್ಟ ಎಂದು ಸಂಘಟನೆಯ ಜಿಲ್ಲಾ ಕಾರ್ಯದರ್ಶಿ ತಿಳಿಸಿದ್ದಾರೆ. bbox=[748, 1052, 915, 1085]
a4-notice-text: ನಿರ್ದೇಶನ. ಗಣಕೀಕರಣ ಕಾರ್ಯ ನಿರ್ವಹಿಸುವ ಸಿಬ್ಬಂದಿ ಮೇಲ್ವಿಚಾರಣೆ ನಡೆಸಬೇಕು. ಸುರಕ್ಷಾ ಯೋಜನೆಯಡಿ ದಾಖಲೆಗಳ ಸಂರಕ್ಷಣೆ ಮಾಡಲಾಗುತ್ತಿದೆ. bbox=[628, 360, 913, 377]
a5-headline-line1: ಸಮಾಜದ ಕಟ್ಟಕಡೆಯ ವ್ಯಕ್ತಿಗೂ ನ್ಯಾಯ bbox=[680, 628, 863, 646]
masthead-date: ಭಾನುವಾರ 05 ಜನವರಿ 2025 bbox=[31, 58, 184, 78]
